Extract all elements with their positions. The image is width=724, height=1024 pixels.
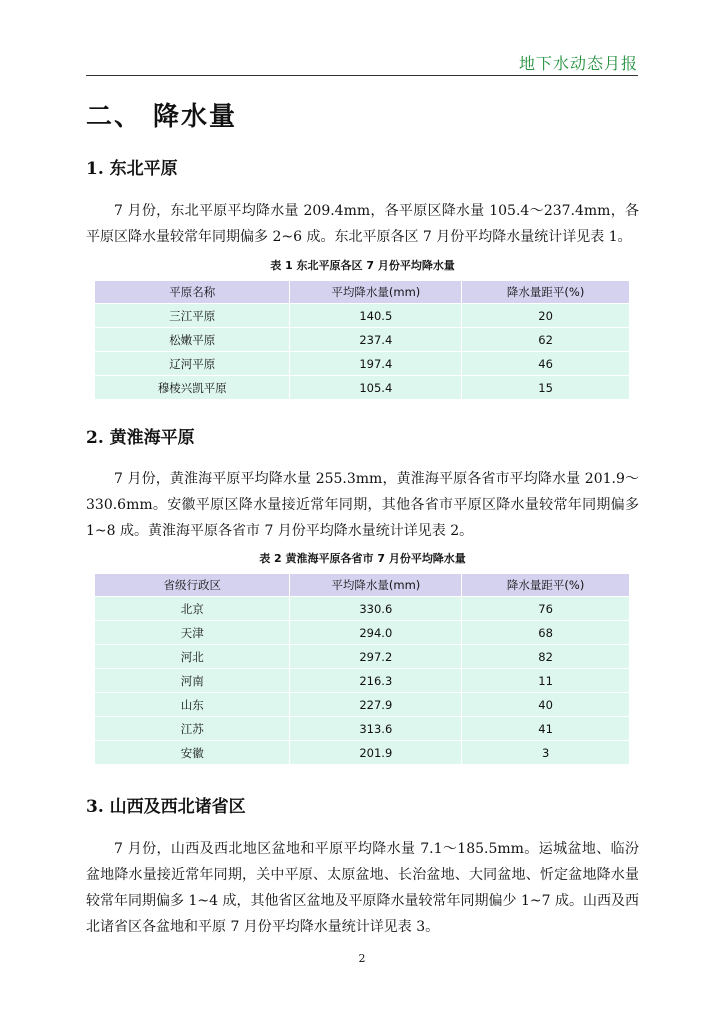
table-cell: 3 (462, 741, 630, 765)
paragraph-1: 7 月份，东北平原平均降水量 209.4mm，各平原区降水量 105.4～237.4mm，各平原区降水量较常年同期偏多 2~6 成。东北平原各区 7 月份平均降水量统计详见表 1。 (86, 203, 639, 245)
table-cell: 河北 (95, 645, 290, 669)
table-cell: 40 (462, 693, 630, 717)
table-cell: 237.4 (290, 328, 462, 352)
table-cell: 294.0 (290, 621, 462, 645)
header-divider (86, 75, 638, 76)
table-cell: 15 (462, 376, 630, 400)
table-2 (94, 573, 630, 765)
table-cell: 松嫩平原 (95, 328, 290, 352)
column-header: 平均降水量(mm) (290, 574, 462, 597)
table-1-caption: 表 1 东北平原各区 7 月份平均降水量 (270, 259, 455, 272)
table-row (95, 352, 630, 376)
table-cell: 江苏 (95, 717, 290, 741)
table-header-row (95, 574, 630, 597)
column-header: 降水量距平(%) (462, 281, 630, 304)
table-cell: 山东 (95, 693, 290, 717)
column-header: 降水量距平(%) (462, 574, 630, 597)
table-row (95, 376, 630, 400)
table-cell: 安徽 (95, 741, 290, 765)
table-cell: 330.6 (290, 597, 462, 621)
table-header-row (95, 281, 630, 304)
subsection-heading-1: 1. 东北平原 (86, 159, 178, 179)
table-row (95, 304, 630, 328)
table-row (95, 621, 630, 645)
table-row (95, 645, 630, 669)
table-row (95, 717, 630, 741)
table-cell: 68 (462, 621, 630, 645)
table-row (95, 597, 630, 621)
column-header: 平原名称 (95, 281, 290, 304)
table-cell: 76 (462, 597, 630, 621)
page-number: 2 (358, 952, 366, 965)
table-cell: 三江平原 (95, 304, 290, 328)
table-row (95, 693, 630, 717)
table-cell: 140.5 (290, 304, 462, 328)
table-cell: 11 (462, 669, 630, 693)
column-header: 平均降水量(mm) (290, 281, 462, 304)
table-cell: 62 (462, 328, 630, 352)
table-cell: 辽河平原 (95, 352, 290, 376)
table-2-caption: 表 2 黄淮海平原各省市 7 月份平均降水量 (259, 552, 466, 565)
table-cell: 北京 (95, 597, 290, 621)
subsection-heading-2: 2. 黄淮海平原 (86, 428, 195, 448)
paragraph-3: 7 月份，山西及西北地区盆地和平原平均降水量 7.1～185.5mm。运城盆地、临汾盆地降水量接近常年同期，关中平原、太原盆地、长治盆地、大同盆地、忻定盆地降水量较常年同期偏多 1~4 成，其他省区盆地及平原降水量较常年同期偏少 1~7 成。山西及西北诸省区各盆地和平原 7 月份平均降水量统计详见表 3。 (86, 841, 639, 935)
running-header: 地下水动态月报 (518, 54, 638, 73)
table-cell: 227.9 (290, 693, 462, 717)
table-cell: 穆棱兴凯平原 (95, 376, 290, 400)
table-1 (94, 280, 630, 400)
table-cell: 天津 (95, 621, 290, 645)
table-cell: 201.9 (290, 741, 462, 765)
subsection-heading-3: 3. 山西及西北诸省区 (86, 797, 246, 817)
table-cell: 河南 (95, 669, 290, 693)
column-header: 省级行政区 (95, 574, 290, 597)
table-cell: 20 (462, 304, 630, 328)
table-row (95, 328, 630, 352)
table-cell: 197.4 (290, 352, 462, 376)
table-row (95, 741, 630, 765)
table-cell: 41 (462, 717, 630, 741)
table-cell: 216.3 (290, 669, 462, 693)
table-cell: 46 (462, 352, 630, 376)
table-cell: 105.4 (290, 376, 462, 400)
table-cell: 297.2 (290, 645, 462, 669)
table-cell: 82 (462, 645, 630, 669)
section-title: 二、 降水量 (86, 102, 238, 132)
paragraph-2: 7 月份，黄淮海平原平均降水量 255.3mm，黄淮海平原各省市平均降水量 201.9～330.6mm。安徽平原区降水量接近常年同期，其他各省市平原区降水量较常年同期偏多 1~8 成。黄淮海平原各省市 7 月份平均降水量统计详见表 2。 (86, 471, 639, 539)
table-row (95, 669, 630, 693)
table-cell: 313.6 (290, 717, 462, 741)
